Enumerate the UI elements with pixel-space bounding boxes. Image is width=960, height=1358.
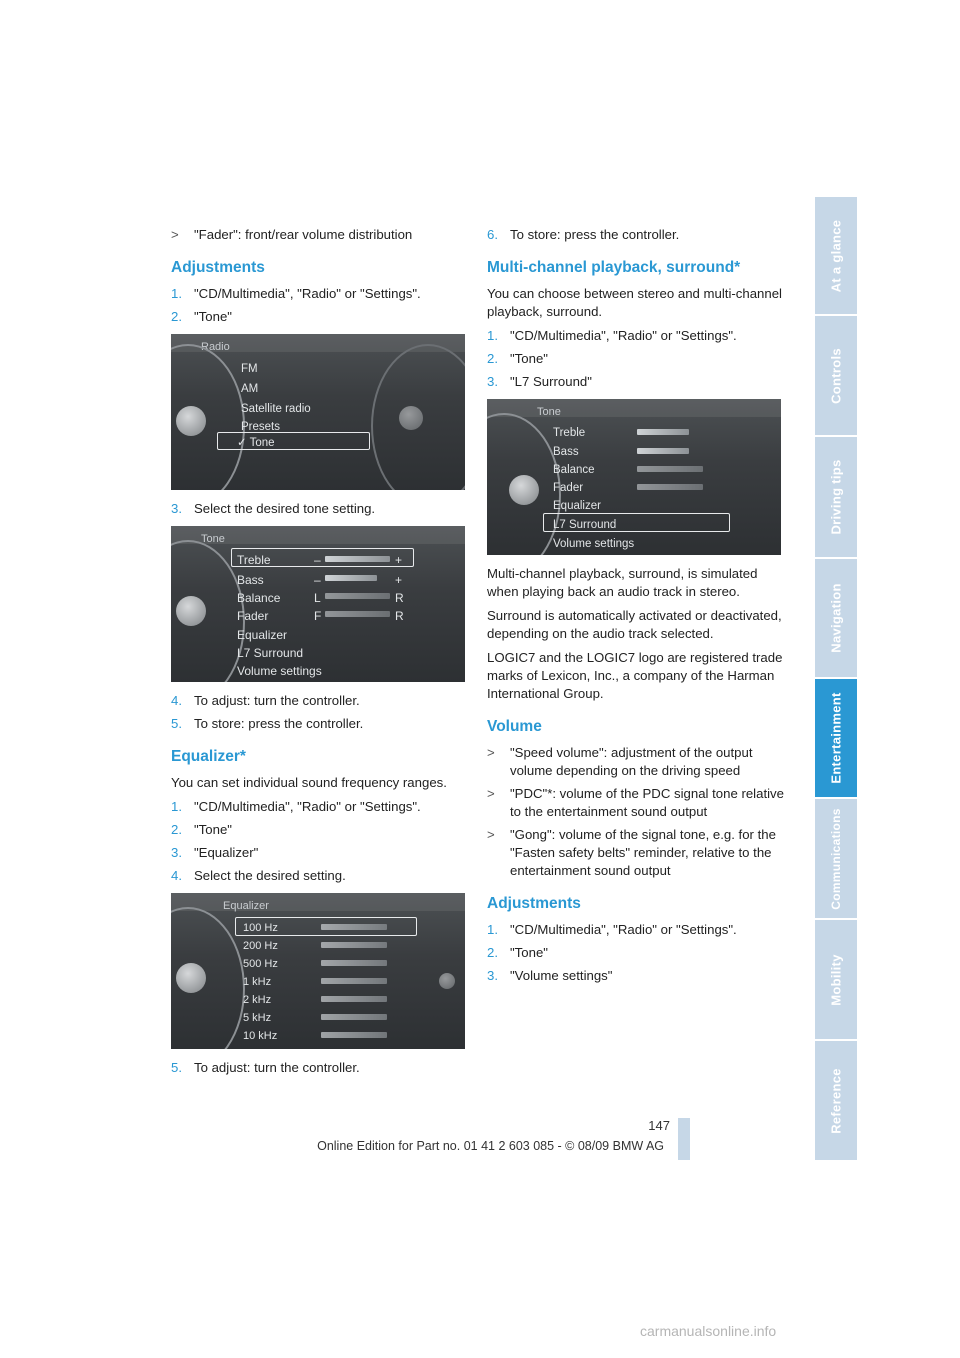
step-item: 3. "Equalizer" bbox=[171, 845, 259, 860]
equalizer-intro: You can set individual sound frequency ranges. bbox=[171, 775, 447, 790]
logic7-trademark-para: LOGIC7 and the LOGIC7 logo are registered trade marks of Lexicon, Inc., a company of the Harman International Group. bbox=[487, 650, 783, 701]
equalizer-screenshot: Equalizer 100 Hz 200 Hz 500 Hz 1 kHz 2 kHz 5 kHz 10 kHz bbox=[171, 893, 465, 1049]
controller-icon bbox=[509, 475, 539, 505]
volume-bullet: > "Speed volume": adjustment of the output volume depending on the driving speed bbox=[487, 745, 753, 778]
step-item: 2. "Tone" bbox=[171, 309, 232, 324]
step-item: 1. "CD/Multimedia", "Radio" or "Settings". bbox=[171, 286, 421, 301]
surround-para-2: Surround is automatically activated or deactivated, depending on the audio track selected. bbox=[487, 608, 782, 641]
chapter-sidebar bbox=[815, 197, 857, 1160]
step-item: 2. "Tone" bbox=[171, 822, 232, 837]
step-item: 2. "Tone" bbox=[487, 351, 548, 366]
watermark: carmanualsonline.info bbox=[640, 1323, 777, 1339]
step-item: 5. To adjust: turn the controller. bbox=[171, 1060, 360, 1075]
volume-adjustments-heading: Adjustments bbox=[487, 895, 581, 912]
volume-bullet: > "PDC"*: volume of the PDC signal tone relative to the entertainment sound output bbox=[487, 786, 784, 819]
page-number: 147 bbox=[648, 1118, 670, 1133]
volume-bullet: > "Gong": volume of the signal tone, e.g. for the "Fasten safety belts" reminder, relative to the entertainment sound output bbox=[487, 827, 776, 878]
tab-at-a-glance[interactable]: At a glance bbox=[815, 197, 857, 316]
controller-icon bbox=[399, 406, 423, 430]
step-item: 1. "CD/Multimedia", "Radio" or "Settings". bbox=[171, 799, 421, 814]
tab-driving-tips[interactable]: Driving tips bbox=[815, 437, 857, 559]
controller-icon bbox=[176, 963, 206, 993]
tone-menu-screenshot: Tone Treble Bass Balance Fader – – L F + + R R Equalizer L7 Surround Volume settings bbox=[171, 526, 465, 682]
tab-navigation[interactable]: Navigation bbox=[815, 559, 857, 679]
tab-controls[interactable]: Controls bbox=[815, 316, 857, 437]
tab-mobility[interactable]: Mobility bbox=[815, 920, 857, 1041]
tab-communications[interactable]: Communications bbox=[815, 799, 857, 920]
step-item: 4. To adjust: turn the controller. bbox=[171, 693, 360, 708]
step-item: 3. "L7 Surround" bbox=[487, 374, 592, 389]
step-item: 2. "Tone" bbox=[487, 945, 548, 960]
tone-slider bbox=[325, 575, 377, 581]
tab-reference[interactable]: Reference bbox=[828, 1067, 844, 1134]
equalizer-heading: Equalizer* bbox=[171, 748, 246, 765]
screen-title: Radio bbox=[201, 341, 230, 353]
volume-heading: Volume bbox=[487, 718, 542, 735]
step-item: 5. To store: press the controller. bbox=[171, 716, 364, 731]
step-item: 1. "CD/Multimedia", "Radio" or "Settings". bbox=[487, 328, 737, 343]
tab-entertainment[interactable]: Entertainment bbox=[815, 679, 857, 799]
radio-menu-screenshot: Radio FM AM Satellite radio Presets ✓ Tone bbox=[171, 334, 465, 490]
tone-slider bbox=[325, 611, 390, 617]
step-item: 6. To store: press the controller. bbox=[487, 227, 680, 242]
page-marker bbox=[678, 1118, 690, 1160]
adjustments-heading: Adjustments bbox=[171, 259, 265, 276]
tone-slider bbox=[325, 556, 390, 562]
footer-text: Online Edition for Part no. 01 41 2 603 085 - © 08/09 BMW AG bbox=[317, 1139, 664, 1153]
step-item: 3. "Volume settings" bbox=[487, 968, 613, 983]
left-column bbox=[171, 226, 471, 1082]
step-item: 3. Select the desired tone setting. bbox=[171, 501, 376, 516]
surround-intro: You can choose between stereo and multi-channel playback, surround. bbox=[487, 286, 782, 319]
controller-icon bbox=[176, 596, 206, 626]
surround-para-1: Multi-channel playback, surround, is simulated when playing back an audio track in stereo. bbox=[487, 566, 758, 599]
tone-slider bbox=[325, 593, 390, 599]
right-column bbox=[487, 226, 787, 990]
surround-screenshot: Tone Treble Bass Balance Fader Equalizer L7 Surround Volume settings bbox=[487, 399, 781, 555]
step-item: 1. "CD/Multimedia", "Radio" or "Settings". bbox=[487, 922, 737, 937]
surround-heading: Multi-channel playback, surround* bbox=[487, 259, 741, 276]
fader-bullet: > "Fader": front/rear volume distribution bbox=[171, 227, 413, 242]
step-item: 4. Select the desired setting. bbox=[171, 868, 346, 883]
controller-icon bbox=[176, 406, 206, 436]
